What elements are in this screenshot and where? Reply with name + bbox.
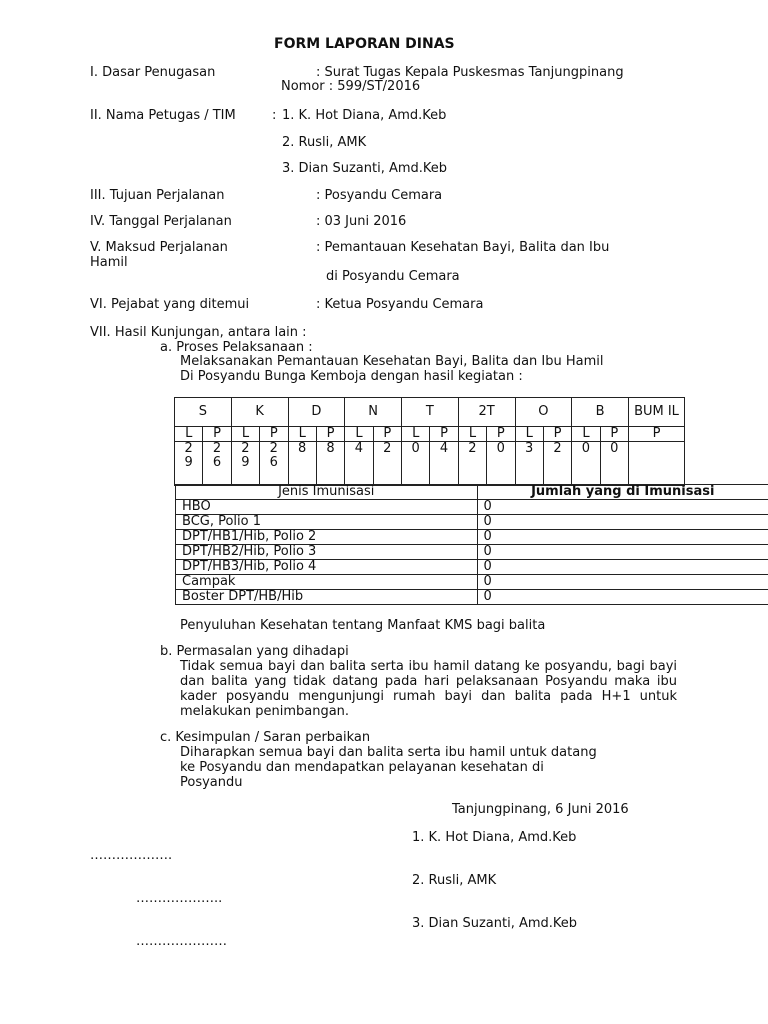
tanggal-label: IV. Tanggal Perjalanan — [90, 214, 232, 229]
skdn-header-s: S — [175, 398, 232, 427]
imunisasi-jenis: DPT/HB2/Hib, Polio 3 — [176, 545, 478, 560]
dasar-label: I. Dasar Penugasan — [90, 65, 216, 80]
skdn-value-2t-l: 2 — [458, 442, 486, 486]
proses-line-2: Di Posyandu Bunga Kemboja dengan hasil kegiatan : — [180, 369, 523, 384]
table-row — [176, 515, 768, 530]
hasil-label: VII. Hasil Kunjungan, antara lain : — [90, 325, 307, 340]
skdn-header-t: T — [402, 398, 459, 427]
lp-cell: L — [402, 427, 430, 442]
skdn-value-b-p: 0 — [600, 442, 628, 486]
imunisasi-jumlah: 0 — [477, 560, 768, 575]
skdn-value-k-p: 2 6 — [260, 442, 288, 486]
skdn-header-o: O — [515, 398, 572, 427]
lp-cell: L — [288, 427, 316, 442]
skdn-value-o-l: 3 — [515, 442, 543, 486]
kesimpulan-label: c. Kesimpulan / Saran perbaikan — [160, 730, 371, 745]
imunisasi-jenis: BCG, Polio 1 — [176, 515, 478, 530]
skdn-header-bumil: BUM IL — [629, 398, 685, 427]
lp-cell: P — [430, 427, 458, 442]
penyuluhan-text: Penyuluhan Kesehatan tentang Manfaat KMS bagi balita — [180, 618, 546, 633]
imunisasi-jumlah: 0 — [477, 545, 768, 560]
lp-cell: P — [543, 427, 571, 442]
lp-cell: P — [316, 427, 344, 442]
skdn-value-row — [175, 442, 685, 486]
permasalahan-label: b. Permasalan yang dihadapi — [160, 644, 349, 659]
signature-line-3: ………………… — [136, 934, 227, 949]
petugas-colon: : — [272, 108, 277, 123]
imunisasi-jenis: Campak — [176, 575, 478, 590]
page-title: FORM LAPORAN DINAS — [274, 36, 455, 52]
signature-line-2: ……………….. — [136, 891, 223, 906]
skdn-value-d-p: 8 — [316, 442, 344, 486]
imunisasi-jumlah: 0 — [477, 575, 768, 590]
proses-line-1: Melaksanakan Pemantauan Kesehatan Bayi, Balita dan Ibu Hamil — [180, 354, 604, 369]
imunisasi-jenis: DPT/HB1/Hib, Polio 2 — [176, 530, 478, 545]
skdn-lp-row — [175, 427, 685, 442]
skdn-header-k: K — [231, 398, 288, 427]
skdn-table — [174, 397, 685, 486]
imunisasi-jumlah: 0 — [477, 515, 768, 530]
lp-cell: L — [231, 427, 259, 442]
petugas-member-3: 3. Dian Suzanti, Amd.Keb — [282, 161, 448, 176]
imunisasi-jumlah: 0 — [477, 500, 768, 515]
skdn-header-d: D — [288, 398, 345, 427]
maksud-value-line2: di Posyandu Cemara — [326, 269, 460, 284]
signer-2: 2. Rusli, AMK — [412, 873, 497, 888]
skdn-value-2t-p: 0 — [487, 442, 515, 486]
signer-3: 3. Dian Suzanti, Amd.Keb — [412, 916, 578, 931]
skdn-value-n-p: 2 — [373, 442, 401, 486]
skdn-value-bumil — [629, 442, 685, 486]
petugas-member-2: 2. Rusli, AMK — [282, 135, 367, 150]
skdn-value-b-l: 0 — [572, 442, 600, 486]
lp-cell: P — [373, 427, 401, 442]
lp-cell: P — [600, 427, 628, 442]
imunisasi-header-jumlah: Jumlah yang di Imunisasi — [477, 485, 768, 500]
maksud-value: : Pemantauan Kesehatan Bayi, Balita dan Ibu — [316, 240, 610, 255]
maksud-label: V. Maksud Perjalanan — [90, 240, 228, 255]
lp-cell: L — [458, 427, 486, 442]
petugas-member-1: 1. K. Hot Diana, Amd.Keb — [282, 108, 447, 123]
tanggal-value: : 03 Juni 2016 — [316, 214, 407, 229]
place-date: Tanjungpinang, 6 Juni 2016 — [452, 802, 629, 817]
imunisasi-header-jenis: Jenis Imunisasi — [176, 485, 478, 500]
tujuan-label: III. Tujuan Perjalanan — [90, 188, 225, 203]
skdn-value-t-p: 4 — [430, 442, 458, 486]
skdn-header-2t: 2T — [458, 398, 515, 427]
petugas-label: II. Nama Petugas / TIM — [90, 108, 236, 123]
proses-label: a. Proses Pelaksanaan : — [160, 340, 313, 355]
lp-cell: P — [260, 427, 288, 442]
imunisasi-jumlah: 0 — [477, 590, 768, 605]
dasar-nomor: Nomor : 599/ST/2016 — [281, 79, 421, 94]
imunisasi-jenis: DPT/HB3/Hib, Polio 4 — [176, 560, 478, 575]
table-row — [176, 545, 768, 560]
skdn-value-s-p: 2 6 — [203, 442, 231, 486]
kesimpulan-line-1: Diharapkan semua bayi dan balita serta ibu hamil untuk datang — [180, 745, 597, 760]
lp-cell: P — [487, 427, 515, 442]
permasalahan-text: Tidak semua bayi dan balita serta ibu hamil datang ke posyandu, bagi bayi dan balita yang tidak datang pada hari pelaksanaan Posyandu maka ibu kader posyandu mengunjungi rumah bayi dan balita pada H+1 untuk melakukan penimbangan. — [180, 659, 677, 719]
table-row — [176, 500, 768, 515]
imunisasi-jenis: Boster DPT/HB/Hib — [176, 590, 478, 605]
kesimpulan-line-3: Posyandu — [180, 775, 243, 790]
pejabat-label: VI. Pejabat yang ditemui — [90, 297, 250, 312]
skdn-header-n: N — [345, 398, 402, 427]
skdn-value-k-l: 2 9 — [231, 442, 259, 486]
pejabat-value: : Ketua Posyandu Cemara — [316, 297, 484, 312]
lp-cell: P — [203, 427, 231, 442]
skdn-value-s-l: 2 9 — [175, 442, 203, 486]
maksud-label-wrap: Hamil — [90, 255, 128, 270]
imunisasi-jenis: HBO — [176, 500, 478, 515]
lp-cell: L — [572, 427, 600, 442]
lp-cell: L — [175, 427, 203, 442]
kesimpulan-line-2: ke Posyandu dan mendapatkan pelayanan kesehatan di — [180, 760, 544, 775]
skdn-value-o-p: 2 — [543, 442, 571, 486]
dasar-value: : Surat Tugas Kepala Puskesmas Tanjungpinang — [316, 65, 624, 80]
lp-cell: L — [515, 427, 543, 442]
table-row — [176, 575, 768, 590]
lp-cell: L — [345, 427, 373, 442]
bumil-sub-cell: P — [629, 427, 685, 442]
skdn-value-d-l: 8 — [288, 442, 316, 486]
imunisasi-table — [175, 484, 768, 605]
skdn-value-t-l: 0 — [402, 442, 430, 486]
tujuan-value: : Posyandu Cemara — [316, 188, 443, 203]
signer-1: 1. K. Hot Diana, Amd.Keb — [412, 830, 577, 845]
imunisasi-jumlah: 0 — [477, 530, 768, 545]
skdn-header-b: B — [572, 398, 629, 427]
table-row — [176, 530, 768, 545]
table-row — [176, 590, 768, 605]
skdn-value-n-l: 4 — [345, 442, 373, 486]
table-row — [176, 560, 768, 575]
signature-line-1: ………………. — [90, 848, 173, 863]
